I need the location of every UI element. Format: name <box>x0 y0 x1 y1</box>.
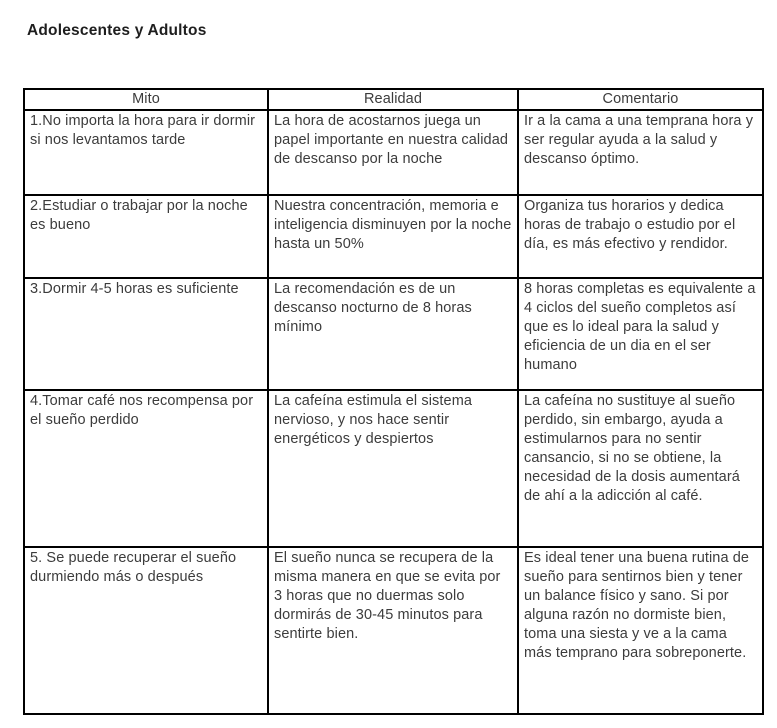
table-row <box>24 547 763 714</box>
cell-row3-realidad: La recomendación es de un descanso nocturno de 8 horas mínimo <box>268 278 518 390</box>
table-header-row <box>24 89 763 110</box>
table-row <box>24 195 763 278</box>
table-row <box>24 278 763 390</box>
table-row <box>24 110 763 195</box>
table-row <box>24 390 763 547</box>
cell-row1-comentario: Ir a la cama a una temprana hora y ser regular ayuda a la salud y descanso óptimo. <box>518 110 763 195</box>
column-header-mito: Mito <box>24 89 268 110</box>
cell-row1-mito: 1.No importa la hora para ir dormir si nos levantamos tarde <box>24 110 268 195</box>
cell-row1-realidad: La hora de acostarnos juega un papel importante en nuestra calidad de descanso por la noche <box>268 110 518 195</box>
column-header-comentario: Comentario <box>518 89 763 110</box>
cell-row4-realidad: La cafeína estimula el sistema nervioso, y nos hace sentir energéticos y despiertos <box>268 390 518 547</box>
column-header-realidad: Realidad <box>268 89 518 110</box>
cell-row2-realidad: Nuestra concentración, memoria e inteligencia disminuyen por la noche hasta un 50% <box>268 195 518 278</box>
cell-row3-comentario: 8 horas completas es equivalente a 4 ciclos del sueño completos así que es lo ideal para la salud y eficiencia de un dia en el ser humano <box>518 278 763 390</box>
cell-row3-mito: 3.Dormir 4-5 horas es suficiente <box>24 278 268 390</box>
cell-row5-comentario: Es ideal tener una buena rutina de sueño para sentirnos bien y tener un balance físico y sano. Si por alguna razón no dormiste bien, toma una siesta y ve a la cama más temprano para sobreponerte. <box>518 547 763 714</box>
cell-row2-mito: 2.Estudiar o trabajar por la noche es bueno <box>24 195 268 278</box>
myths-table <box>23 88 764 715</box>
cell-row2-comentario: Organiza tus horarios y dedica horas de trabajo o estudio por el día, es más efectivo y rendidor. <box>518 195 763 278</box>
section-title: Adolescentes y Adultos <box>27 22 207 39</box>
cell-row5-realidad: El sueño nunca se recupera de la misma manera en que se evita por 3 horas que no duermas solo dormirás de 30-45 minutos para sentirte bien. <box>268 547 518 714</box>
cell-row4-comentario: La cafeína no sustituye al sueño perdido, sin embargo, ayuda a estimularnos para no sentir cansancio, si no se obtiene, la necesidad de la dosis aumentará de ahí a la adicción al café. <box>518 390 763 547</box>
cell-row4-mito: 4.Tomar café nos recompensa por el sueño perdido <box>24 390 268 547</box>
cell-row5-mito: 5. Se puede recuperar el sueño durmiendo más o después <box>24 547 268 714</box>
